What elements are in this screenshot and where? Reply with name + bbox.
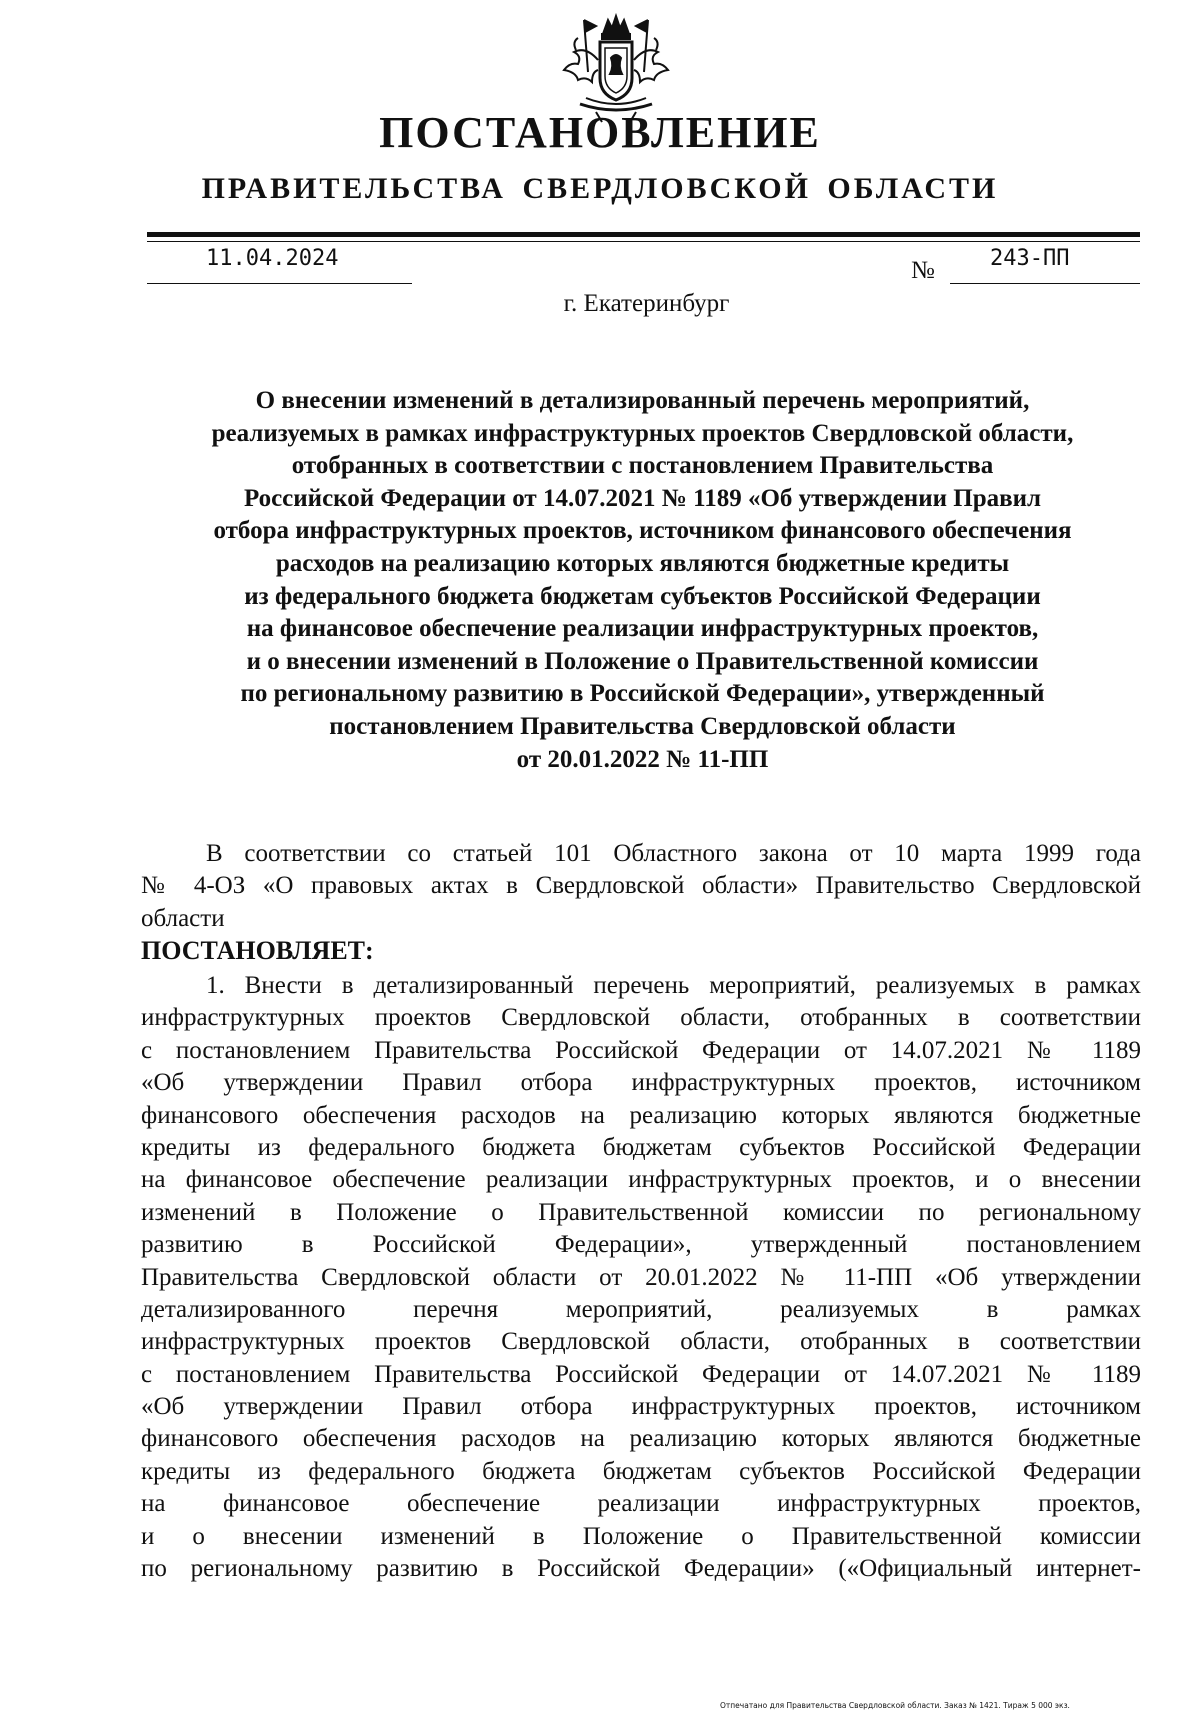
city-label: г. Екатеринбург (563, 290, 730, 317)
item-line: финансового обеспечения расходов на реализацию которых являются бюджетные (141, 1425, 1141, 1453)
title-line: на финансовое обеспечение реализации инфраструктурных проектов, (246, 615, 1039, 643)
title-line: постановлением Правительства Свердловской области (329, 712, 956, 740)
number-underline (950, 283, 1140, 284)
title-line: реализуемых в рамках инфраструктурных проектов Свердловской области, (211, 419, 1074, 447)
document-number: 243-ПП (990, 246, 1070, 271)
date-underline (147, 283, 412, 284)
intro-line: № 4-ОЗ «О правовых актах в Свердловской области» Правительство Свердловской (141, 872, 1141, 900)
document-date: 11.04.2024 (206, 246, 339, 271)
item-line: детализированного перечня мероприятий, реализуемых в рамках (141, 1295, 1141, 1323)
item-line: на финансовое обеспечение реализации инфраструктурных проектов, и о внесении (141, 1166, 1141, 1194)
title-line: отобранных в соответствии с постановлением Правительства (291, 452, 994, 480)
title-line: отбора инфраструктурных проектов, источником финансового обеспечения (213, 517, 1072, 545)
header-divider-thick (147, 232, 1140, 237)
decree-word: ПОСТАНОВЛЯЕТ: (141, 936, 374, 965)
title-line: и о внесении изменений в Положение о Правительственной комиссии (246, 647, 1039, 675)
title-line: О внесении изменений в детализированный перечень мероприятий, (255, 387, 1030, 414)
issuer-heading: ПРАВИТЕЛЬСТВА СВЕРДЛОВСКОЙ ОБЛАСТИ (201, 172, 999, 205)
intro-line: В соответствии со статьей 101 Областного закона от 10 марта 1999 года (206, 840, 1141, 867)
document-title (110, 385, 1175, 776)
item-line: по региональному развитию в Российской Федерации» («Официальный интернет- (141, 1555, 1141, 1583)
item-line: с постановлением Правительства Российской Федерации от 14.07.2021 № 1189 (141, 1036, 1141, 1064)
number-sign: № (911, 257, 935, 284)
item-line: с постановлением Правительства Российской Федерации от 14.07.2021 № 1189 (141, 1360, 1141, 1388)
item-line: кредиты из федерального бюджета бюджетам субъектов Российской Федерации (141, 1133, 1141, 1161)
print-footer: Отпечатано для Правительства Свердловской области. Заказ № 1421. Тираж 5 000 экз. (720, 1701, 1070, 1710)
item-line: изменений в Положение о Правительственной комиссии по региональному (141, 1198, 1141, 1226)
item-line: финансового обеспечения расходов на реализацию которых являются бюджетные (141, 1101, 1141, 1129)
item-line: Правительства Свердловской области от 20.01.2022 № 11-ПП «Об утверждении (141, 1263, 1141, 1291)
intro-paragraph (141, 838, 1141, 935)
intro-line: области (141, 904, 225, 932)
item-line: «Об утверждении Правил отбора инфраструктурных проектов, источником (141, 1393, 1141, 1421)
document-type-heading: ПОСТАНОВЛЕНИЕ (379, 108, 821, 157)
item-line: «Об утверждении Правил отбора инфраструктурных проектов, источником (141, 1069, 1141, 1097)
item-line: 1. Внести в детализированный перечень мероприятий, реализуемых в рамках (206, 972, 1141, 999)
title-line: от 20.01.2022 № 11-ПП (516, 745, 769, 773)
title-line: Российской Федерации от 14.07.2021 № 1189 «Об утверждении Правил (243, 484, 1042, 512)
header-divider-thin (147, 241, 1140, 242)
title-line: расходов на реализацию которых являются бюджетные кредиты (275, 549, 1010, 577)
item-line: развитию в Российской Федерации», утвержденный постановлением (141, 1231, 1141, 1259)
title-line: из федерального бюджета бюджетам субъектов Российской Федерации (244, 582, 1041, 610)
item-line: на финансовое обеспечение реализации инфраструктурных проектов, (141, 1490, 1141, 1518)
item-line: и о внесении изменений в Положение о Правительственной комиссии (141, 1522, 1141, 1550)
item-line: инфраструктурных проектов Свердловской области, отобранных в соответствии (141, 1328, 1141, 1356)
item-line: инфраструктурных проектов Свердловской области, отобранных в соответствии (141, 1004, 1141, 1032)
title-line: по региональному развитию в Российской Федерации», утвержденный (240, 680, 1045, 708)
item-line: кредиты из федерального бюджета бюджетам субъектов Российской Федерации (141, 1457, 1141, 1485)
item-1-paragraph (141, 970, 1141, 1585)
